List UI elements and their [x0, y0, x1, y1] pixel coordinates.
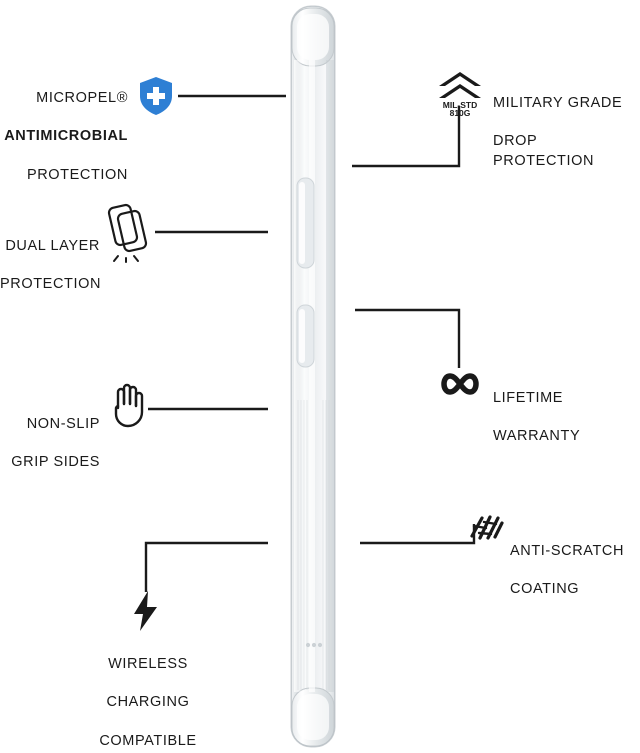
- callout-scratch-line2: COATING: [510, 581, 580, 598]
- callout-antimicrobial-line3: PROTECTION: [26, 166, 128, 183]
- callout-non-slip-grip: [0, 396, 100, 492]
- svg-text:MIL-STD: MIL-STD: [442, 100, 478, 110]
- callout-military-grade: [493, 75, 638, 190]
- callout-wireless-line1: WIRELESS: [108, 656, 188, 673]
- mil-std-chevrons-icon: [435, 70, 485, 118]
- shield-plus-icon: [138, 76, 174, 116]
- callout-antimicrobial-line2: ANTIMICROBIAL: [4, 128, 128, 145]
- callout-scratch-line1: ANTI-SCRATCH: [510, 543, 625, 560]
- callout-military-line1: MILITARY GRADE: [493, 95, 623, 112]
- callout-grip-line1: NON-SLIP: [26, 416, 100, 433]
- callout-grip-line2: GRIP SIDES: [11, 454, 100, 471]
- callout-antimicrobial-line1: MICROPEL®: [36, 90, 128, 107]
- callout-dual-line1: DUAL LAYER: [5, 238, 100, 255]
- callout-lifetime-warranty: [493, 370, 633, 466]
- phone-case-illustration: [281, 0, 349, 753]
- svg-text:810G: 810G: [449, 108, 471, 118]
- callout-dual-line2: PROTECTION: [0, 276, 102, 293]
- infinity-icon: [438, 370, 482, 398]
- hand-icon: [108, 382, 148, 428]
- callout-warranty-line2: WARRANTY: [493, 428, 581, 445]
- callout-military-line2: DROP PROTECTION: [493, 133, 595, 169]
- callout-wireless-line2: CHARGING: [106, 694, 190, 711]
- callout-anti-scratch: [510, 523, 640, 619]
- scratch-lines-icon: [468, 512, 504, 544]
- callout-antimicrobial: [0, 70, 128, 204]
- callout-dual-layer: [0, 218, 100, 314]
- callout-warranty-line1: LIFETIME: [493, 390, 564, 407]
- callout-wireless-charging: [70, 636, 226, 753]
- lightning-bolt-icon: [131, 590, 161, 632]
- phone-layers-icon: [108, 200, 156, 262]
- callout-wireless-line3: COMPATIBLE: [99, 732, 197, 749]
